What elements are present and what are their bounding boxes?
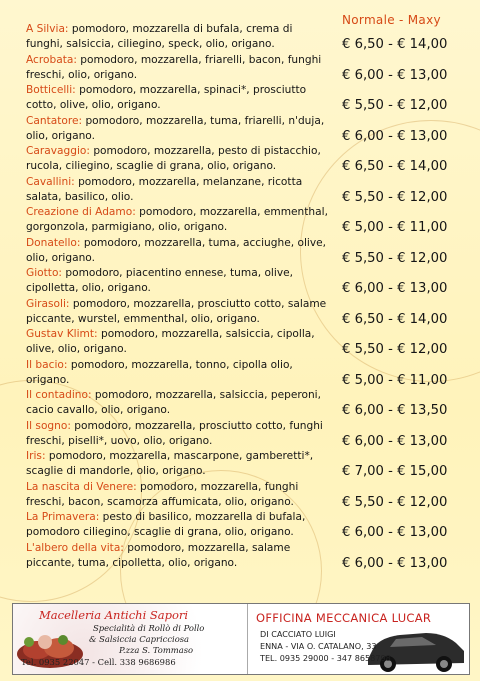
menu-item-name: La nascita di Venere: (26, 480, 137, 493)
menu-item-ingredients: pomodoro, mozzarella, prosciutto cotto, funghi freschi, piselli*, uovo, olio, origano. (26, 419, 323, 447)
butcher-title: Macelleria Antichi Sapori (39, 608, 189, 622)
menu-item-ingredients: pomodoro, mozzarella, salsiccia, cipolla, olive, olio, origano. (26, 328, 315, 355)
menu-item (26, 297, 472, 327)
menu-item-name: Gustav Klimt: (26, 328, 98, 340)
menu-item-name: Il contadino: (26, 389, 92, 401)
menu-item (26, 541, 472, 571)
butcher-line-2: & Salsiccia Capricciosa (89, 634, 190, 644)
menu-item-price: € 5,50 - € 12,00 (342, 250, 448, 266)
menu-item-name: Botticelli: (26, 84, 76, 96)
menu-item (26, 358, 472, 388)
menu-item-ingredients: pomodoro, piacentino ennese, tuma, olive, cipolletta, olio, origano. (26, 267, 293, 294)
menu-item (26, 22, 472, 52)
menu-item-name: Creazione di Adamo: (26, 206, 136, 218)
garage-ad (248, 604, 469, 674)
menu-item-price: € 6,00 - € 13,00 (342, 67, 448, 83)
menu-item-description (26, 266, 332, 296)
menu-item-ingredients: pomodoro, mozzarella, salsiccia, peperoni, cacio cavallo, olio, origano. (26, 389, 321, 416)
garage-phone: TEL. 0935 29000 - 347 8658798 (260, 653, 391, 663)
menu-item-price: € 6,50 - € 14,00 (342, 311, 448, 327)
menu-item-description (26, 541, 332, 571)
menu-item-name: Girasoli: (26, 297, 70, 310)
menu-item-ingredients: pomodoro, mozzarella, tonno, cipolla olio, origano. (26, 358, 293, 386)
menu-item-price: € 6,00 - € 13,00 (342, 525, 448, 540)
garage-address: ENNA - VIA O. CATALANO, 33 (260, 641, 377, 651)
price-column-header: Normale - Maxy (342, 13, 441, 27)
menu-item-name: Cavallini: (26, 175, 75, 188)
menu-item (26, 144, 472, 174)
menu-item (26, 83, 472, 113)
menu-item-price: € 5,50 - € 12,00 (342, 494, 448, 510)
menu-item-name: Il bacio: (26, 358, 68, 371)
menu-item-ingredients: pomodoro, mozzarella, pesto di pistacchio, rucola, ciliegino, scaglie di grana, olio, origano. (26, 145, 321, 172)
menu-item-price: € 5,00 - € 11,00 (342, 220, 448, 235)
menu-item-name: Cantatore: (26, 114, 83, 127)
menu-item-name: La Primavera: (26, 511, 100, 523)
butcher-ad (13, 604, 248, 674)
menu-item-description (26, 114, 332, 144)
menu-item-name: Caravaggio: (26, 145, 90, 157)
menu-item (26, 327, 472, 357)
menu-item-price: € 6,00 - € 13,00 (342, 433, 448, 449)
menu-item-description (26, 175, 332, 205)
menu-item-description (26, 83, 332, 113)
menu-item-price: € 5,00 - € 11,00 (342, 372, 448, 388)
menu-item (26, 236, 472, 266)
menu-item-ingredients: pesto di basilico, mozzarella di bufala, pomodoro ciliegino, scaglie di grana, olio, origano. (26, 511, 306, 538)
menu-item-ingredients: pomodoro, mozzarella, friarelli, bacon, funghi freschi, olio, origano. (26, 53, 322, 81)
menu-item-name: Acrobata: (26, 53, 77, 66)
menu-item-price: € 5,50 - € 12,00 (342, 342, 448, 357)
menu-item-description (26, 388, 332, 418)
garage-line-1: DI CACCIATO LUIGI (260, 629, 336, 639)
menu-item-description (26, 449, 332, 479)
menu-item-ingredients: pomodoro, mozzarella, funghi freschi, bacon, scamorza affumicata, olio, origano. (26, 480, 299, 508)
butcher-line-3: P.zza S. Tommaso (119, 645, 194, 655)
menu-item-description (26, 327, 332, 357)
menu-item (26, 510, 472, 540)
menu-item-name: Donatello: (26, 236, 81, 249)
menu-item-description (26, 22, 332, 52)
menu-item-ingredients: pomodoro, mozzarella, tuma, acciughe, olive, olio, origano. (26, 236, 326, 264)
menu-item-ingredients: pomodoro, mozzarella, tuma, friarelli, n'duja, olio, origano. (26, 114, 325, 142)
menu-item-description (26, 205, 332, 235)
butcher-line-1: Specialità di Rollò di Pollo (93, 623, 205, 633)
menu-item-price: € 6,50 - € 14,00 (342, 159, 448, 174)
menu-item-price: € 6,00 - € 13,00 (342, 281, 448, 296)
menu-item (26, 205, 472, 235)
menu-item-ingredients: pomodoro, mozzarella, melanzane, ricotta salata, basilico, olio. (26, 175, 303, 203)
footer-ads (12, 603, 470, 675)
menu-item-ingredients: pomodoro, mozzarella, salame piccante, tuma, cipolletta, olio, origano. (26, 541, 291, 569)
menu-item (26, 388, 472, 418)
menu-item (26, 266, 472, 296)
menu-item-description (26, 236, 332, 266)
menu-item-ingredients: pomodoro, mozzarella, prosciutto cotto, salame piccante, wurstel, emmenthal, olio, origano. (26, 297, 327, 325)
butcher-phone: Tel. 0935 22047 - Cell. 338 9686986 (21, 657, 176, 667)
pizza-menu-list (26, 22, 472, 571)
menu-item-price: € 7,00 - € 15,00 (342, 464, 448, 479)
menu-item-ingredients: pomodoro, mozzarella, spinaci*, prosciutto cotto, olive, olio, origano. (26, 84, 307, 111)
menu-item-description (26, 297, 332, 327)
menu-item-description (26, 358, 332, 388)
menu-item (26, 449, 472, 479)
menu-item (26, 419, 472, 449)
menu-item-price: € 5,50 - € 12,00 (342, 189, 448, 205)
menu-item-price: € 5,50 - € 12,00 (342, 98, 448, 113)
menu-item-description (26, 53, 332, 83)
menu-item (26, 480, 472, 510)
menu-item-price: € 6,00 - € 13,00 (342, 128, 448, 144)
garage-title: OFFICINA MECCANICA LUCAR (256, 611, 432, 625)
menu-item-ingredients: pomodoro, mozzarella di bufala, crema di funghi, salsiccia, ciliegino, speck, olio, origano. (26, 23, 293, 50)
menu-item-ingredients: pomodoro, mozzarella, mascarpone, gamberetti*, scaglie di mandorle, olio, origano. (26, 450, 314, 477)
menu-item-description (26, 144, 332, 174)
menu-item-price: € 6,00 - € 13,50 (342, 403, 448, 418)
menu-item-name: Il sogno: (26, 419, 71, 432)
menu-item (26, 53, 472, 83)
menu-item (26, 175, 472, 205)
menu-item (26, 114, 472, 144)
menu-item-name: L'albero della vita: (26, 541, 124, 554)
menu-item-price: € 6,00 - € 13,00 (342, 555, 448, 571)
menu-item-description (26, 480, 332, 510)
menu-item-description (26, 419, 332, 449)
menu-item-price: € 6,50 - € 14,00 (342, 37, 448, 52)
menu-item-name: A Silvia: (26, 23, 69, 35)
menu-item-name: Giotto: (26, 267, 62, 279)
menu-item-ingredients: pomodoro, mozzarella, emmenthal, gorgonzola, parmigiano, olio, origano. (26, 206, 328, 233)
menu-item-description (26, 510, 332, 540)
menu-item-name: Iris: (26, 450, 46, 462)
